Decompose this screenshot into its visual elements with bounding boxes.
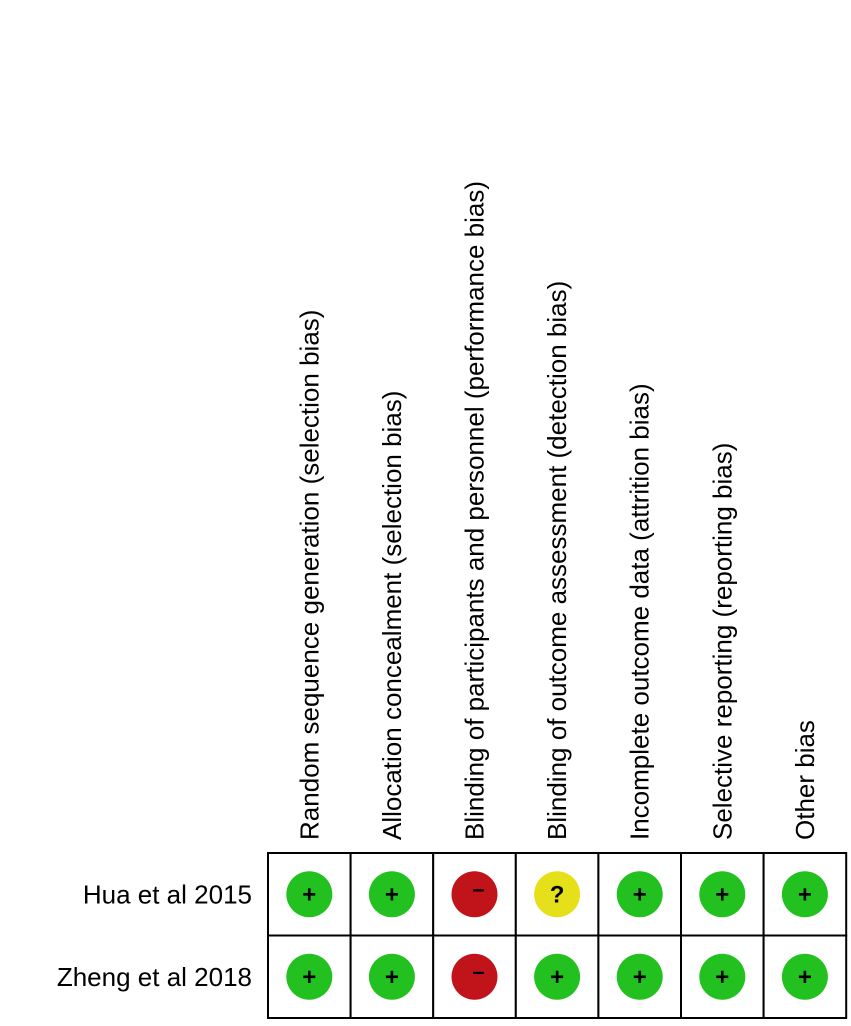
study-label-1: Hua et al 2015 [82,879,252,910]
judgement-symbol: + [302,963,317,991]
judgement-symbol: + [384,963,399,991]
judgement-symbol: + [550,963,565,991]
judgement-symbol: + [715,881,730,909]
column-header-5: Incomplete outcome data (attrition bias) [624,383,655,840]
judgement-symbol: – [472,958,485,984]
judgement-symbol: + [632,881,647,909]
column-header-2: Allocation concealment (selection bias) [376,390,407,840]
column-header-6: Selective reporting (reporting bias) [707,442,738,840]
judgement-symbol: + [302,881,317,909]
judgement-symbol: + [632,963,647,991]
judgement-symbol: + [797,963,812,991]
judgement-symbol: + [715,963,730,991]
column-header-7: Other bias [789,720,820,840]
judgement-symbol: – [472,876,485,902]
column-header-4: Blinding of outcome assessment (detection bias) [542,280,573,840]
study-label-2: Zheng et al 2018 [56,961,252,992]
column-header-3: Blinding of participants and personnel (performance bias) [459,180,490,840]
judgement-symbol: ? [549,881,565,909]
judgement-symbol: + [797,881,812,909]
column-header-1: Random sequence generation (selection bias) [294,309,325,840]
judgement-symbol: + [384,881,399,909]
